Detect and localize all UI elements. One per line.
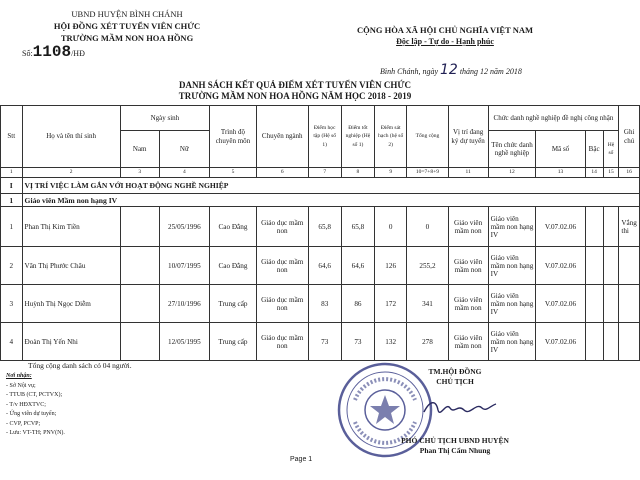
col-score2: Điểm tốt nghiệp (Hệ số 1) xyxy=(341,106,374,168)
cell-code: V.07.02.06 xyxy=(536,247,585,285)
cell-note xyxy=(619,285,640,323)
cell-level: Cao Đẳng xyxy=(210,207,257,247)
recipient-item: - T/v HĐXTVC; xyxy=(6,401,46,408)
cell-position: Giáo viên mầm non xyxy=(448,285,488,323)
cell-score1: 64,6 xyxy=(308,247,341,285)
index-cell: 12 xyxy=(488,168,536,178)
title-line1: DANH SÁCH KẾT QUẢ ĐIỂM XÉT TUYỂN VIÊN CHỨC xyxy=(178,80,412,90)
header-row-1 xyxy=(1,106,640,131)
index-cell: 7 xyxy=(308,168,341,178)
col-position: Vị trí đang ký dự tuyển xyxy=(448,106,488,168)
cell-score3: 132 xyxy=(375,323,407,361)
cell-stt: 3 xyxy=(1,285,23,323)
col-code: Mã số xyxy=(536,131,585,168)
col-grade: Bậc xyxy=(585,131,603,168)
col-major: Chuyên ngành xyxy=(256,106,308,168)
cell-male xyxy=(120,247,159,285)
cell-male xyxy=(120,285,159,323)
issuer-line2: HỘI ĐỒNG XÉT TUYỂN VIÊN CHỨC xyxy=(53,21,201,31)
cell-name: Phan Thị Kim Tiền xyxy=(22,207,120,247)
cell-male xyxy=(120,323,159,361)
cell-total: 278 xyxy=(407,323,448,361)
index-cell: 8 xyxy=(341,168,374,178)
col-coef: Hệ số xyxy=(603,131,619,168)
cell-name: Đoàn Thị Yến Nhi xyxy=(22,323,120,361)
cell-male xyxy=(120,207,159,247)
title-line2: TRƯỜNG MẦM NON HOA HỒNG NĂM HỌC 2018 - 2019 xyxy=(178,91,412,101)
doc-prefix: Số: xyxy=(22,49,33,58)
index-cell: 6 xyxy=(256,168,308,178)
recipients-heading: Nơi nhận: xyxy=(6,373,32,379)
col-note: Ghi chú xyxy=(619,106,640,168)
cell-level: Trung cấp xyxy=(210,285,257,323)
cell-code: V.07.02.06 xyxy=(536,285,585,323)
cell-stt: 1 xyxy=(1,207,23,247)
cell-note xyxy=(619,323,640,361)
cell-major: Giáo dục mầm non xyxy=(256,247,308,285)
col-score1: Điểm học tập (Hệ số 1) xyxy=(308,106,341,168)
recipient-item: - TTUB (CT, PCTVX); xyxy=(6,392,63,398)
cell-score3: 0 xyxy=(375,207,407,247)
recipients-list xyxy=(6,372,65,439)
cell-stt: 2 xyxy=(1,247,23,285)
col-stt: Stt xyxy=(1,106,23,168)
cell-job-title: Giáo viên mầm non hạng IV xyxy=(488,323,536,361)
cell-grade xyxy=(585,247,603,285)
results-table xyxy=(0,105,640,361)
col-male: Nam xyxy=(120,131,159,168)
index-cell: 10=7+8+9 xyxy=(407,168,448,178)
cell-score3: 172 xyxy=(375,285,407,323)
doc-suffix: /HĐ xyxy=(71,49,85,58)
signer-name: Phan Thị Cẩm Nhung xyxy=(419,446,491,455)
section-row xyxy=(1,178,640,194)
col-job-title: Tên chức danh nghề nghiệp xyxy=(488,131,536,168)
col-name: Họ và tên thí sinh xyxy=(22,106,120,168)
cell-position: Giáo viên mầm non xyxy=(448,247,488,285)
cell-score2: 86 xyxy=(341,285,374,323)
cell-job-title: Giáo viên mầm non hạng IV xyxy=(488,247,536,285)
signature-line2: CHỦ TỊCH xyxy=(436,377,474,386)
section-title: VỊ TRÍ VIỆC LÀM GẮN VỚI HOẠT ĐỘNG NGHỀ NGHIỆP xyxy=(22,178,639,194)
cell-major: Giáo dục mầm non xyxy=(256,207,308,247)
col-job-group: Chức danh nghề nghiệp đề nghị công nhận xyxy=(488,106,619,131)
summary-text: Tổng cộng danh sách có 04 người. xyxy=(28,361,132,370)
col-level: Trình độ chuyên môn xyxy=(210,106,257,168)
index-cell: 14 xyxy=(585,168,603,178)
cell-score1: 65,8 xyxy=(308,207,341,247)
handwritten-signature-icon xyxy=(420,392,500,422)
cell-female: 27/10/1996 xyxy=(159,285,209,323)
cell-stt: 4 xyxy=(1,323,23,361)
doc-number-value: 1108 xyxy=(32,43,72,61)
index-cell: 16 xyxy=(619,168,640,178)
cell-coef xyxy=(603,285,619,323)
cell-major: Giáo dục mầm non xyxy=(256,323,308,361)
national-title: CỘNG HÒA XÃ HỘI CHỦ NGHĨA VIỆT NAM xyxy=(356,25,534,35)
col-score3: Điểm sát hạch (hệ số 2) xyxy=(375,106,407,168)
table-row xyxy=(1,207,640,247)
index-cell: 1 xyxy=(1,168,23,178)
cell-total: 255,2 xyxy=(407,247,448,285)
recipient-item: - CVP, PCVP; xyxy=(6,420,41,427)
date-suffix: tháng 12 năm 2018 xyxy=(459,67,522,76)
cell-coef xyxy=(603,323,619,361)
cell-female: 25/05/1996 xyxy=(159,207,209,247)
index-cell: 3 xyxy=(120,168,159,178)
cell-coef xyxy=(603,247,619,285)
index-cell: 9 xyxy=(375,168,407,178)
cell-code: V.07.02.06 xyxy=(536,207,585,247)
table-row xyxy=(1,247,640,285)
cell-total: 341 xyxy=(407,285,448,323)
document-number xyxy=(22,43,232,61)
cell-major: Giáo dục mầm non xyxy=(256,285,308,323)
index-row xyxy=(1,168,640,178)
section-roman: I xyxy=(1,178,23,194)
cell-total: 0 xyxy=(407,207,448,247)
page-number: Page 1 xyxy=(290,456,313,463)
national-motto: Độc lập - Tự do - Hạnh phúc xyxy=(396,37,494,46)
cell-level: Cao Đẳng xyxy=(210,247,257,285)
cell-job-title: Giáo viên mầm non hạng IV xyxy=(488,207,536,247)
index-cell: 11 xyxy=(448,168,488,178)
subsection-row xyxy=(1,194,640,207)
document-title xyxy=(130,80,460,102)
index-cell: 4 xyxy=(159,168,209,178)
issuer-line3: TRƯỜNG MẦM NON HOA HỒNG xyxy=(60,33,194,43)
table-row xyxy=(1,323,640,361)
col-female: Nữ xyxy=(159,131,209,168)
cell-name: Văn Thị Phước Châu xyxy=(22,247,120,285)
cell-female: 10/07/1995 xyxy=(159,247,209,285)
cell-score1: 73 xyxy=(308,323,341,361)
signer-block xyxy=(350,436,560,456)
date-prefix: Bình Chánh, ngày xyxy=(380,67,438,76)
subsection-title: Giáo viên Mầm non hạng IV xyxy=(22,194,639,207)
table-row xyxy=(1,285,640,323)
cell-score1: 83 xyxy=(308,285,341,323)
cell-score2: 64,6 xyxy=(341,247,374,285)
cell-note: Vắng thi xyxy=(619,207,640,247)
cell-job-title: Giáo viên mầm non hạng IV xyxy=(488,285,536,323)
cell-score2: 73 xyxy=(341,323,374,361)
cell-position: Giáo viên mầm non xyxy=(448,323,488,361)
cell-female: 12/05/1995 xyxy=(159,323,209,361)
cell-name: Huỳnh Thị Ngọc Diễm xyxy=(22,285,120,323)
cell-grade xyxy=(585,323,603,361)
recipient-item: - Sở Nội vụ; xyxy=(6,382,36,389)
national-header xyxy=(330,24,560,48)
cell-grade xyxy=(585,285,603,323)
cell-note xyxy=(619,247,640,285)
signature-line1: TM.HỘI ĐỒNG xyxy=(428,367,482,376)
col-dob: Ngày sinh xyxy=(120,106,209,131)
date-day: 12 xyxy=(440,62,458,78)
signer-title: PHÓ CHỦ TỊCH UBND HUYỆN xyxy=(401,436,509,445)
index-cell: 2 xyxy=(22,168,120,178)
subsection-num: 1 xyxy=(1,194,23,207)
recipient-item: - Ứng viên dự tuyển; xyxy=(6,411,57,417)
index-cell: 5 xyxy=(210,168,257,178)
cell-grade xyxy=(585,207,603,247)
issuer-line1: UBND HUYỆN BÌNH CHÁNH xyxy=(71,9,183,19)
index-cell: 15 xyxy=(603,168,619,178)
cell-code: V.07.02.06 xyxy=(536,323,585,361)
cell-level: Trung cấp xyxy=(210,323,257,361)
cell-score3: 126 xyxy=(375,247,407,285)
recipient-item: - Lưu: VT-TH; PNV(N). xyxy=(6,430,65,436)
document-date xyxy=(380,62,522,78)
signature-block xyxy=(400,367,510,387)
index-cell: 13 xyxy=(536,168,585,178)
cell-score2: 65,8 xyxy=(341,207,374,247)
col-total: Tổng cộng xyxy=(407,106,448,168)
cell-coef xyxy=(603,207,619,247)
issuer-header xyxy=(22,8,232,60)
cell-position: Giáo viên mầm non xyxy=(448,207,488,247)
